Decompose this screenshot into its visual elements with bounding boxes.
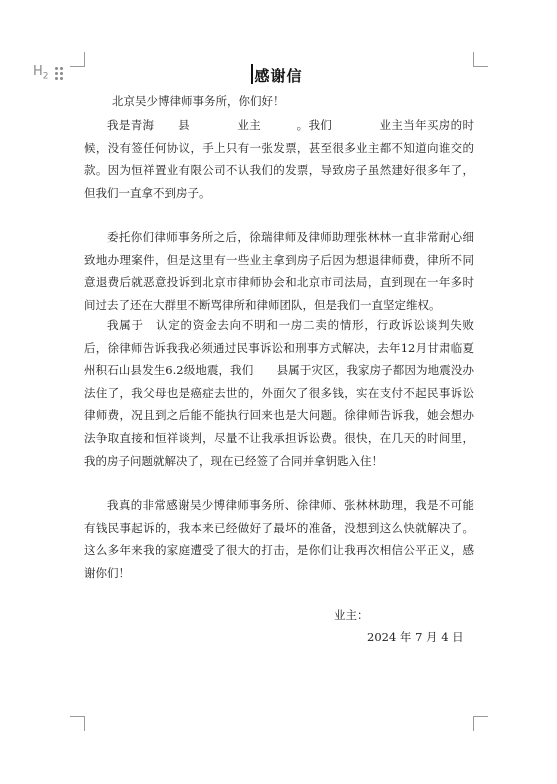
page-corner-marker <box>473 716 488 731</box>
letter-salutation[interactable]: 北京吴少博律师事务所，你们好！ <box>112 94 285 108</box>
heading-level-indicator: $H_2$ <box>33 64 49 82</box>
letter-signature[interactable]: 业主： <box>334 608 369 622</box>
letter-paragraph[interactable]: 我属于 认定的资金去向不明和一房二卖的情形，行政诉讼谈判失败后，徐律师告诉我我必须通过民事诉讼和刑事方式解决，去年12月甘肃临夏州积石山县发生6.2级地震，我们 县属于灾区，我家房子都因为地震没办法住了，我父母也是癌症去世的，外面欠了很多钱，实在支付不起民事诉讼律师费，况且到之后能不能执行回来也是大问题。徐律师告诉我，她会想办法争取直接和恒祥谈判，尽量不让我承担诉讼费。很快，在几天的时间里，我的房子问题就解决了，现在已经签了合同并拿钥匙入住！ <box>84 318 474 468</box>
page-corner-marker <box>70 716 85 731</box>
letter-paragraph[interactable]: 我是青海 县 业主 。我们 业主当年买房的时候，没有签任何协议，手上只有一张发票，甚至很多业主都不知道向谁交的款。因为恒祥置业有限公司不认我们的发票，导致房子虽然建好很多年了，但我们一直拿不到房子。 <box>84 118 474 200</box>
letter-paragraph[interactable]: 委托你们律师事务所之后，徐瑞律师及律师助理张林林一直非常耐心细致地办理案件，但是这里有一些业主拿到房子后因为想退律师费，律所不同意退费后就恶意投诉到北京市律师协会和北京市司法局，直到现在一年多时间过去了还在大群里不断骂律所和律师团队，但是我们一直坚定维权。 <box>84 230 474 312</box>
letter-title[interactable]: 感谢信 <box>254 67 303 85</box>
letter-paragraph[interactable]: 我真的非常感谢吴少博律师事务所、徐律师、张林林助理，我是不可能有钱民事起诉的，我本来已经做好了最坏的准备，没想到这么快就解决了。这么多年来我的家庭遭受了很大的打击，是你们让我再次相信公平正义，感谢你们！ <box>84 498 474 580</box>
letter-date[interactable]: 2024 年 7 月 4 日 <box>367 630 464 644</box>
